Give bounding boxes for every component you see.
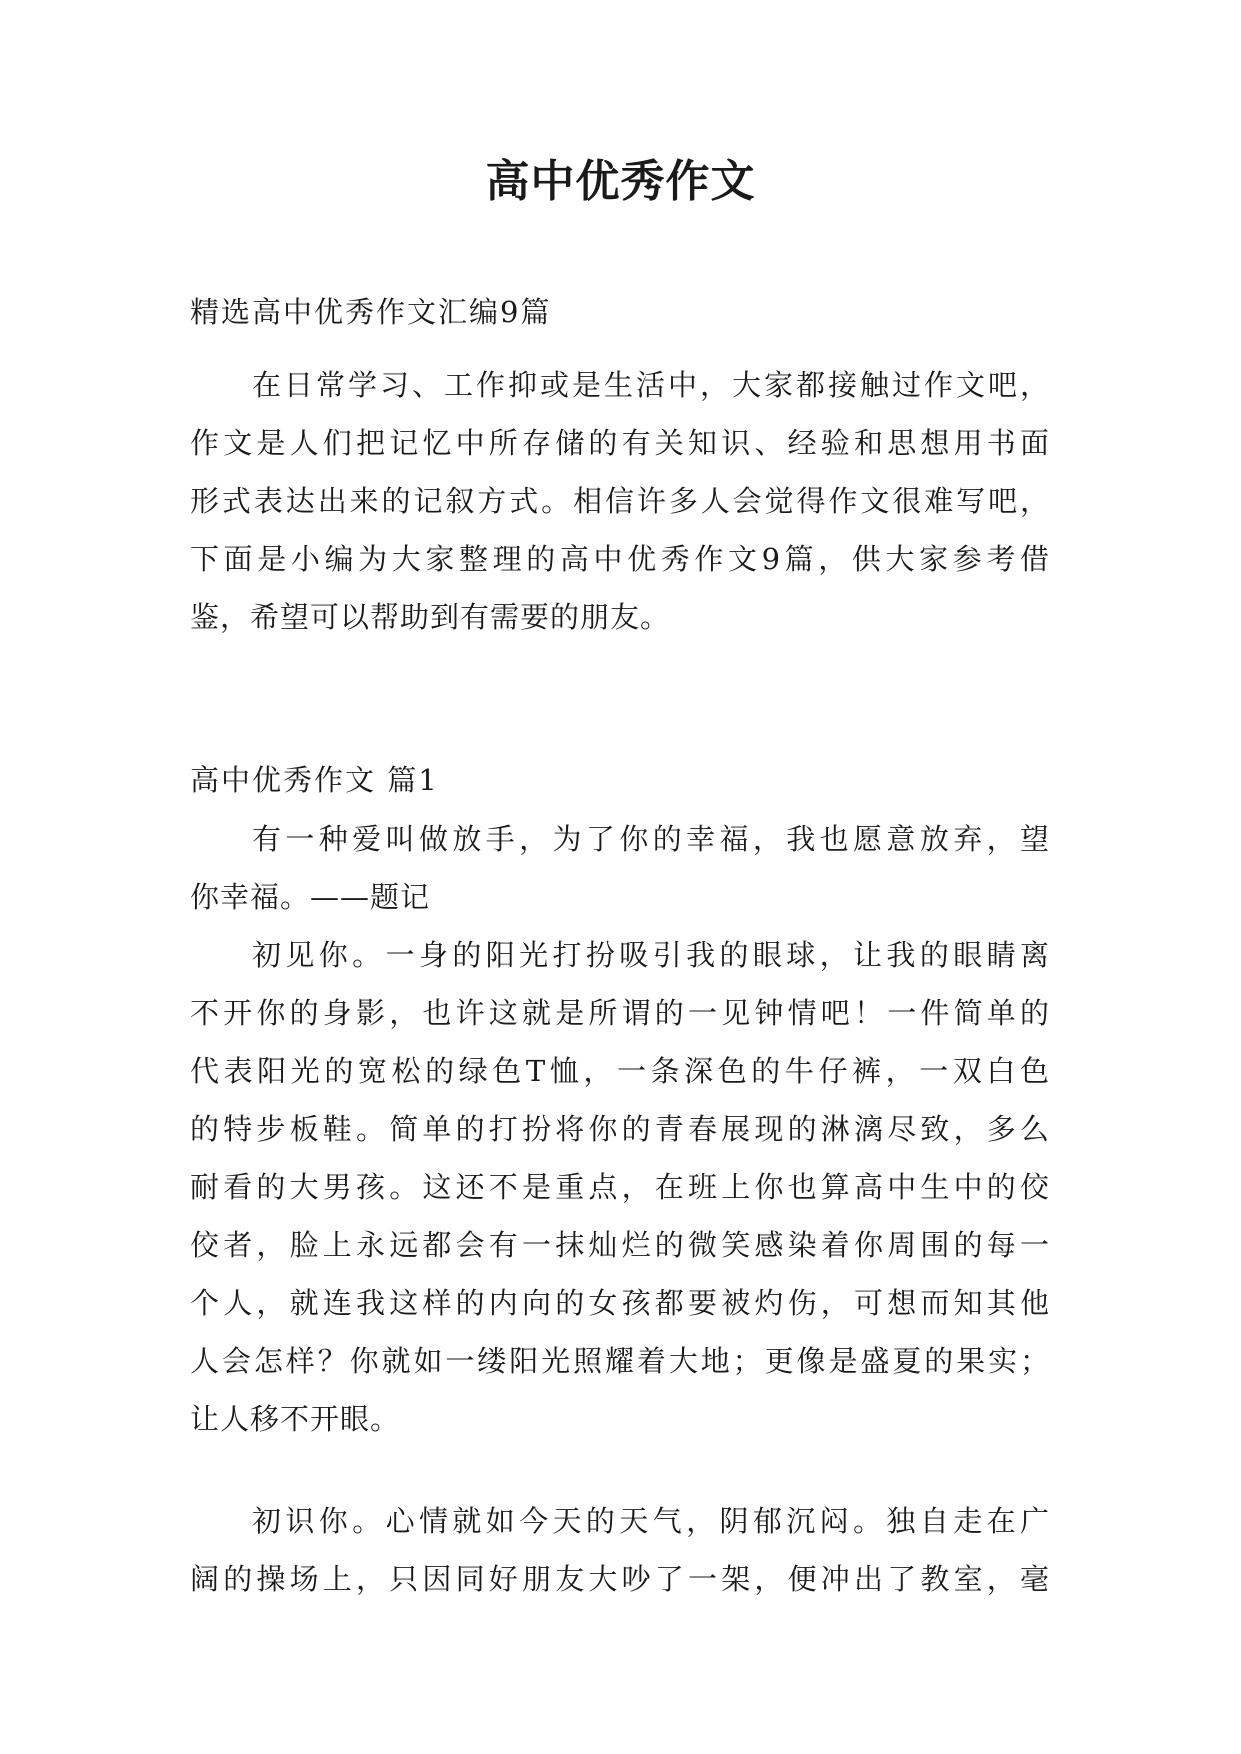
intro-line: 鉴，希望可以帮助到有需要的朋友。 <box>190 600 671 634</box>
epigraph-paragraph <box>190 810 1050 926</box>
epigraph-line: 你幸福。——题记 <box>190 880 431 914</box>
body-line: 阔的操场上，只因同好朋友大吵了一架，便冲出了教室，毫 <box>190 1562 1050 1596</box>
body-line: 的特步板鞋。简单的打扮将你的青春展现的淋漓尽致，多么 <box>190 1112 1050 1146</box>
body-line: 耐看的大男孩。这还不是重点，在班上你也算高中生中的佼 <box>190 1170 1050 1204</box>
intro-line: 形式表达出来的记叙方式。相信许多人会觉得作文很难写吧， <box>190 484 1050 518</box>
intro-paragraph <box>190 356 1050 646</box>
document-subtitle: 精选高中优秀作文汇编9篇 <box>190 295 552 329</box>
intro-line: 在日常学习、工作抑或是生活中，大家都接触过作文吧， <box>252 368 1050 402</box>
body-line: 佼者，脸上永远都会有一抹灿烂的微笑感染着你周围的每一 <box>190 1228 1050 1262</box>
body-line: 不开你的身影，也许这就是所谓的一见钟情吧！一件简单的 <box>190 996 1050 1030</box>
body-line: 让人移不开眼。 <box>190 1402 401 1436</box>
document-title: 高中优秀作文 <box>485 156 756 207</box>
body-line: 个人，就连我这样的内向的女孩都要被灼伤，可想而知其他 <box>190 1286 1050 1320</box>
intro-line: 作文是人们把记忆中所存储的有关知识、经验和思想用书面 <box>190 426 1050 460</box>
body-paragraph-2 <box>190 1492 1050 1608</box>
section-heading: 高中优秀作文 篇1 <box>190 763 439 797</box>
body-line: 初识你。心情就如今天的天气，阴郁沉闷。独自走在广 <box>252 1504 1050 1538</box>
intro-line: 下面是小编为大家整理的高中优秀作文9篇，供大家参考借 <box>190 542 1050 576</box>
epigraph-line: 有一种爱叫做放手，为了你的幸福，我也愿意放弃，望 <box>252 822 1050 856</box>
body-line: 初见你。一身的阳光打扮吸引我的眼球，让我的眼睛离 <box>252 938 1050 972</box>
body-line: 人会怎样？你就如一缕阳光照耀着大地；更像是盛夏的果实； <box>190 1344 1050 1378</box>
body-line: 代表阳光的宽松的绿色T恤，一条深色的牛仔裤，一双白色 <box>190 1054 1050 1088</box>
body-paragraph-1 <box>190 926 1050 1448</box>
